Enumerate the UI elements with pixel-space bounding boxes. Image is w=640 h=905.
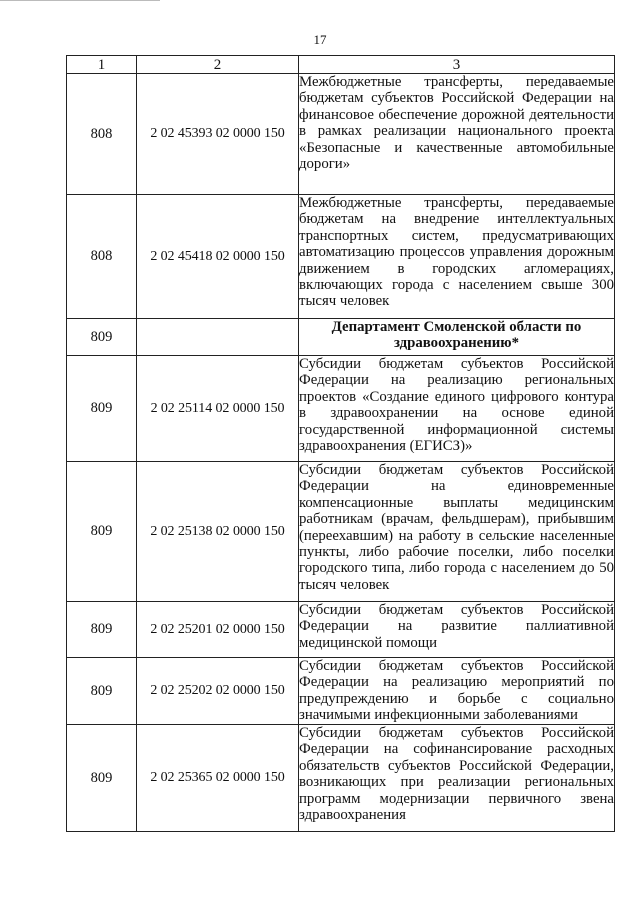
column-header-3: 3 bbox=[299, 56, 615, 74]
budget-code-cell: 2 02 25201 02 0000 150 bbox=[137, 602, 299, 658]
table-row bbox=[67, 462, 615, 602]
budget-code-cell bbox=[137, 319, 299, 356]
description-cell: Субсидии бюджетам субъектов Российской Федерации на реализацию мероприятий по предупреждению и борьбе с социально значимыми инфекционными заболеваниями bbox=[299, 658, 614, 724]
scan-edge-mark bbox=[0, 0, 160, 1]
table-row bbox=[67, 74, 615, 195]
table-row bbox=[67, 195, 615, 319]
description-cell: Межбюджетные трансферты, передаваемые бюджетам на внедрение интеллектуальных транспортных систем, предусматривающих автоматизацию процессов управления дорожным движением в городских агломерациях, включающих города с населением свыше 300 тысяч человек bbox=[299, 195, 615, 319]
table-header-row bbox=[67, 56, 615, 74]
budget-code-cell: 2 02 25138 02 0000 150 bbox=[137, 462, 299, 602]
description-cell: Межбюджетные трансферты, передаваемые бюджетам субъектов Российской Федерации на финансовое обеспечение дорожной деятельности в рамках реализации национального проекта «Безопасные и качественные автомобильные дороги» bbox=[299, 74, 615, 195]
table-row bbox=[67, 725, 615, 832]
table-row bbox=[67, 602, 615, 658]
description-cell: Субсидии бюджетам субъектов Российской Федерации на единовременные компенсационные выплаты медицинским работникам (врачам, фельдшерам), прибывшим (переехавшим) на работу в сельские населенные пункты, либо рабочие поселки, либо поселки городского типа, либо города с населением до 50 тысяч человек bbox=[299, 462, 615, 602]
admin-code-cell: 809 bbox=[67, 356, 137, 462]
budget-classification-table bbox=[66, 55, 615, 832]
admin-code-cell: 809 bbox=[67, 319, 137, 356]
admin-code-cell: 809 bbox=[67, 602, 137, 658]
admin-code-cell: 808 bbox=[67, 74, 137, 195]
table-row bbox=[67, 356, 615, 462]
table-row bbox=[67, 658, 615, 725]
admin-code-cell: 809 bbox=[67, 462, 137, 602]
column-header-2: 2 bbox=[137, 56, 299, 74]
budget-code-cell: 2 02 25365 02 0000 150 bbox=[137, 725, 299, 832]
table-row bbox=[67, 319, 615, 356]
budget-code-cell: 2 02 25114 02 0000 150 bbox=[137, 356, 299, 462]
admin-code-cell: 808 bbox=[67, 195, 137, 319]
page-number: 17 bbox=[313, 32, 327, 47]
description-cell: Субсидии бюджетам субъектов Российской Федерации на софинансирование расходных обязательств субъектов Российской Федерации, возникающих при реализации региональных программ модернизации первичного звена здравоохранения bbox=[299, 725, 615, 832]
budget-code-cell: 2 02 45393 02 0000 150 bbox=[137, 74, 299, 195]
admin-code-cell: 809 bbox=[67, 725, 137, 832]
description-cell: Субсидии бюджетам субъектов Российской Федерации на реализацию региональных проектов «Создание единого цифрового контура в здравоохранении на основе единой государственной информационной системы здравоохранения (ЕГИСЗ)» bbox=[299, 356, 615, 462]
budget-code-cell: 2 02 25202 02 0000 150 bbox=[137, 658, 299, 725]
budget-code-cell: 2 02 45418 02 0000 150 bbox=[137, 195, 299, 319]
admin-code-cell: 809 bbox=[67, 658, 137, 725]
department-heading-cell: Департамент Смоленской области по здравоохранению* bbox=[299, 319, 615, 356]
column-header-1: 1 bbox=[67, 56, 137, 74]
description-cell: Субсидии бюджетам субъектов Российской Федерации на развитие паллиативной медицинской помощи bbox=[299, 602, 615, 658]
